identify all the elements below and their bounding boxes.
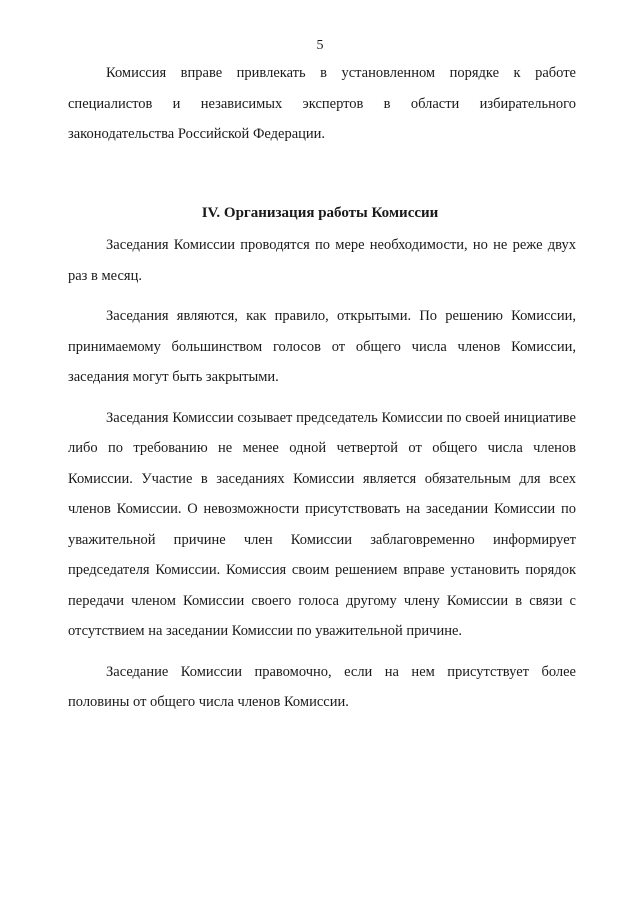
paragraph-meeting-frequency: Заседания Комиссии проводятся по мере необходимости, но не реже двух раз в месяц. [68, 237, 576, 284]
intro-text-block [68, 58, 576, 160]
section-text-block [68, 230, 576, 728]
paragraph-open-meetings: Заседания являются, как правило, открытыми. По решению Комиссии, принимаемому большинством голосов от общего числа членов Комиссии, заседания могут быть закрытыми. [68, 308, 576, 385]
section-heading: IV. Организация работы Комиссии [201, 205, 439, 221]
paragraph-convening-meetings: Заседания Комиссии созывает председатель Комиссии по своей инициативе либо по требованию не менее одной четвертой от общего числа членов Комиссии. Участие в заседаниях Комиссии является обязательным для всех членов Комиссии. О невозможности присутствовать на заседании Комиссии по уважительной причине член Комиссии заблаговременно информирует председателя Комиссии. Комиссия своим решением вправе установить порядок передачи членом Комиссии своего голоса другому члену Комиссии в связи с отсутствием на заседании Комиссии по уважительной причине. [68, 409, 576, 639]
paragraph-quorum: Заседание Комиссии правомочно, если на нем присутствует более половины от общего числа членов Комиссии. [68, 663, 576, 710]
intro-paragraph: Комиссия вправе привлекать в установленном порядке к работе специалистов и независимых экспертов в области избирательного законодательства Российской Федерации. [68, 65, 576, 142]
page-number: 5 [316, 38, 324, 53]
